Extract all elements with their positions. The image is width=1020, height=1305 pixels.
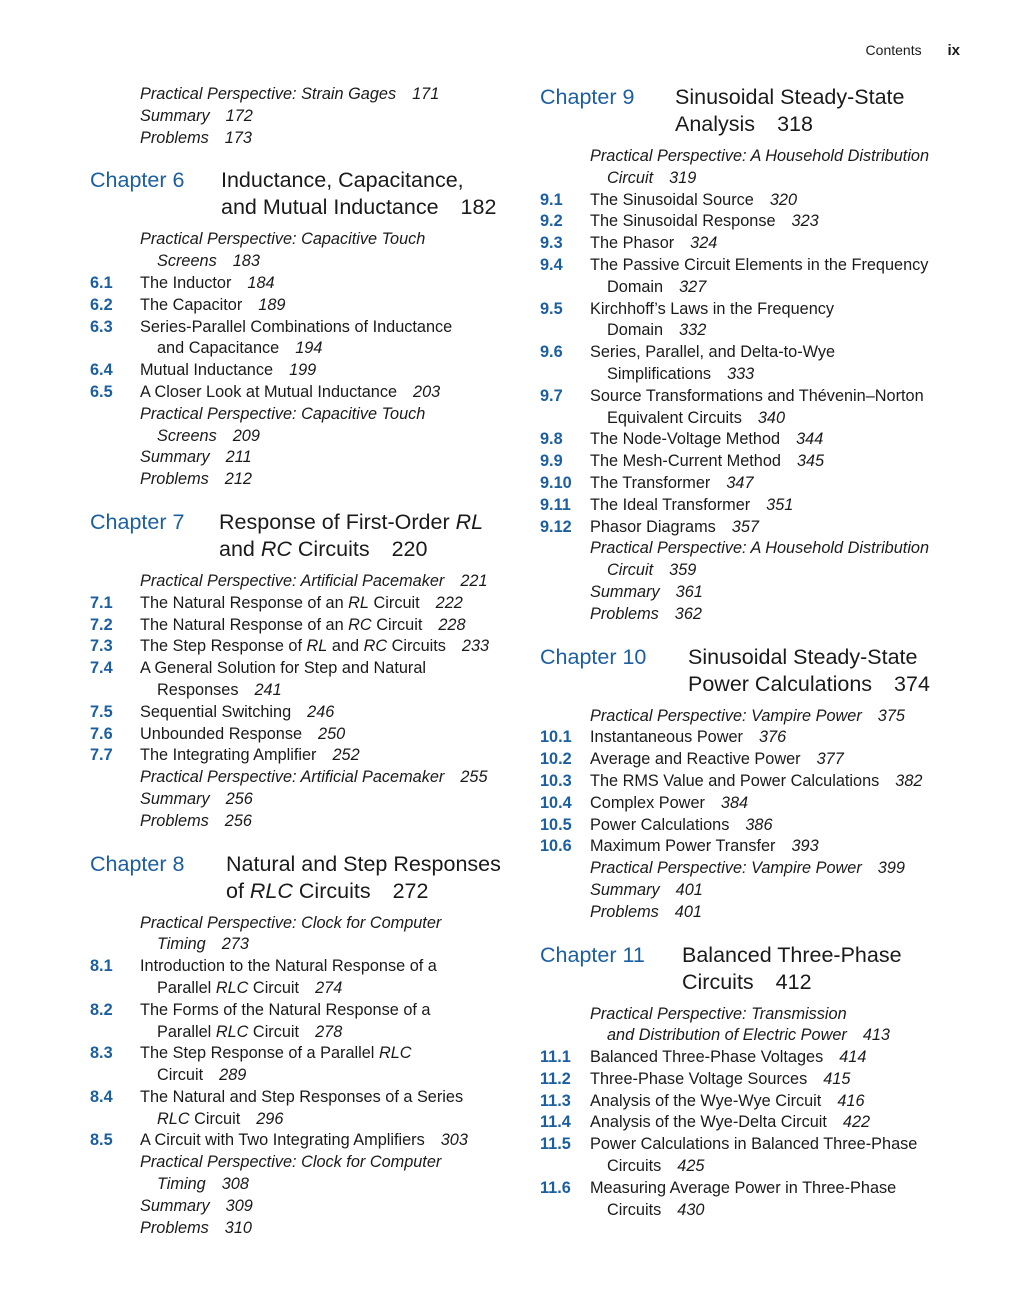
section-entry[interactable] [540, 451, 980, 473]
section-entry[interactable] [540, 299, 980, 343]
section-entry[interactable] [90, 724, 520, 746]
toc-entry[interactable] [540, 582, 980, 604]
section-number: 10.6 [540, 837, 572, 856]
toc-entry[interactable] [90, 128, 520, 150]
entry-page: 233 [461, 637, 490, 656]
entry-title: Practical Perspective: A Household Distribution Circuit 319 [590, 147, 930, 187]
section-entry[interactable] [540, 727, 980, 749]
entry-page: 222 [435, 593, 463, 612]
entry-page: 415 [823, 1069, 851, 1088]
entry-page: 171 [412, 85, 440, 103]
section-entry[interactable] [540, 749, 980, 771]
section-number: 11.3 [540, 1091, 571, 1110]
section-number: 10.1 [540, 728, 572, 747]
entry-title: Practical Perspective: Clock for Computer Timing 273 [140, 913, 442, 954]
entry-page: 310 [224, 1218, 252, 1237]
toc-entry[interactable] [90, 571, 520, 593]
section-entry[interactable] [540, 429, 980, 451]
section-number: 11.4 [540, 1113, 571, 1132]
section-number: 10.5 [540, 815, 572, 834]
entry-title: Kirchhoff’s Laws in the Frequency Domain 332 [590, 299, 835, 340]
section-entry[interactable] [540, 793, 980, 815]
section-entry[interactable] [90, 745, 520, 767]
entry-title: Mutual Inductance 199 [140, 361, 317, 380]
chapter-title: Response of First-Order RL and RC Circuits 220 [219, 509, 484, 561]
entry-title: The Inductor 184 [140, 273, 275, 292]
toc-entry[interactable] [540, 604, 980, 626]
entry-page: 401 [675, 880, 703, 899]
entry-title: Practical Perspective: Artificial Pacemaker 221 [140, 571, 488, 590]
entry-title: Series, Parallel, and Delta-to-Wye Simplifications 333 [590, 343, 836, 383]
toc-entry[interactable] [90, 1218, 520, 1240]
entry-page: 184 [247, 273, 275, 292]
entry-title: The Transformer 347 [590, 473, 754, 492]
section-entry[interactable] [540, 495, 980, 517]
entry-page: 323 [791, 212, 819, 231]
section-entry[interactable] [540, 473, 980, 495]
entry-page: 319 [669, 168, 697, 187]
toc-entry[interactable] [540, 880, 980, 902]
toc-column-left [90, 84, 520, 1239]
entry-title: Practical Perspective: Capacitive Touch Screens 209 [140, 404, 426, 445]
entry-page: 278 [315, 1022, 343, 1041]
entry-page: 296 [256, 1109, 284, 1128]
entry-page: 384 [720, 793, 749, 812]
entry-page: 351 [766, 495, 794, 514]
entry-page: 303 [440, 1131, 468, 1150]
entry-title: Measuring Average Power in Three-Phase Circuits 430 [590, 1178, 897, 1219]
entry-title: Source Transformations and Thévenin–Norton Equivalent Circuits 340 [590, 386, 924, 427]
toc-entry[interactable] [90, 106, 520, 128]
entry-page: 430 [677, 1200, 705, 1219]
toc-entry[interactable] [90, 767, 520, 789]
entry-page: 357 [731, 517, 759, 536]
section-entry[interactable] [90, 295, 520, 317]
entry-title: Summary 211 [140, 448, 252, 467]
entry-title: Summary 309 [140, 1196, 253, 1215]
section-number: 11.1 [540, 1048, 571, 1067]
entry-title: Practical Perspective: Transmission and Distribution of Electric Power 413 [590, 1004, 890, 1045]
section-number: 8.5 [90, 1131, 113, 1150]
section-number: 9.4 [540, 255, 563, 274]
entry-page: 189 [258, 295, 286, 314]
toc-entry[interactable] [90, 447, 520, 469]
section-number: 10.3 [540, 771, 572, 790]
entry-page: 212 [224, 470, 252, 489]
section-number: 7.1 [90, 593, 113, 612]
section-entry[interactable] [90, 1087, 520, 1131]
entry-title: Practical Perspective: Capacitive Touch Screens 183 [140, 230, 426, 271]
entry-title: Problems 401 [590, 902, 702, 921]
chapter-heading[interactable] [90, 509, 520, 563]
entry-page: 209 [232, 426, 260, 445]
entry-page: 252 [332, 746, 360, 765]
section-number: 9.7 [540, 386, 563, 405]
entry-page: 344 [796, 430, 824, 449]
entry-page: 320 [769, 190, 797, 209]
entry-page: 183 [232, 252, 260, 271]
entry-title: Analysis of the Wye-Delta Circuit 422 [590, 1113, 871, 1132]
entry-title: Series-Parallel Combinations of Inductance and Capacitance 194 [140, 317, 453, 358]
entry-page: 289 [219, 1066, 247, 1085]
section-entry[interactable] [540, 1178, 980, 1222]
section-entry[interactable] [540, 342, 980, 386]
section-entry[interactable] [540, 1134, 980, 1178]
section-number: 7.4 [90, 659, 113, 678]
section-number: 9.12 [540, 517, 572, 536]
section-number: 9.9 [540, 452, 563, 471]
entry-page: 241 [254, 680, 282, 699]
entry-title: Problems 256 [140, 811, 252, 830]
entry-page: 393 [791, 837, 819, 856]
section-entry[interactable] [540, 211, 980, 233]
entry-title: A Circuit with Two Integrating Amplifiers 303 [140, 1131, 468, 1150]
entry-title: Practical Perspective: Vampire Power 399 [590, 859, 905, 878]
entry-page: 274 [315, 978, 343, 997]
chapter-number: Chapter 9 [540, 85, 635, 109]
chapter-heading[interactable] [90, 167, 520, 221]
entry-title: Problems 173 [140, 128, 252, 147]
section-entry[interactable] [540, 1069, 980, 1091]
running-head-section: Contents [865, 42, 922, 58]
section-number: 7.7 [90, 746, 113, 765]
entry-title: Phasor Diagrams 357 [590, 517, 759, 536]
section-number: 9.10 [540, 473, 572, 492]
entry-title: The Sinusoidal Response 323 [590, 212, 819, 231]
entry-title: The Step Response of a Parallel RLC Circuit 289 [140, 1044, 412, 1085]
chapter-page: 412 [775, 969, 812, 994]
entry-page: 399 [877, 859, 905, 878]
section-number: 6.5 [90, 382, 113, 401]
entry-page: 246 [307, 702, 335, 721]
chapter-title: Sinusoidal Steady-State Power Calculations 374 [688, 644, 930, 696]
entry-title: The Natural and Step Responses of a Series RLC Circuit 296 [140, 1087, 464, 1128]
section-number: 7.3 [90, 637, 113, 656]
toc-column-right [540, 84, 980, 1221]
entry-title: Problems 310 [140, 1218, 252, 1237]
entry-page: 256 [224, 811, 252, 830]
toc-entry[interactable] [90, 811, 520, 833]
section-entry[interactable] [540, 233, 980, 255]
toc-entry[interactable] [90, 404, 520, 448]
entry-page: 327 [679, 277, 707, 296]
chapter-page: 272 [392, 878, 429, 903]
entry-title: Problems 362 [590, 604, 702, 623]
toc-entry[interactable] [90, 469, 520, 491]
entry-title: Three-Phase Voltage Sources 415 [590, 1069, 851, 1088]
entry-title: The Integrating Amplifier 252 [140, 746, 360, 765]
entry-page: 375 [877, 706, 905, 725]
entry-title: The Phasor 324 [590, 234, 718, 253]
chapter-title: Natural and Step Responses of RLC Circuits 272 [226, 851, 501, 903]
toc-entry[interactable] [540, 858, 980, 880]
entry-page: 256 [225, 789, 253, 808]
section-entry[interactable] [90, 360, 520, 382]
entry-title: Practical Perspective: Clock for Computer Timing 308 [140, 1153, 442, 1194]
entry-page: 425 [677, 1157, 705, 1176]
entry-page: 416 [837, 1091, 865, 1110]
section-number: 9.8 [540, 430, 563, 449]
entry-page: 345 [796, 452, 825, 471]
chapter-page: 318 [777, 112, 813, 136]
toc-entry[interactable] [540, 1004, 980, 1048]
entry-page: 332 [679, 321, 707, 340]
chapter-page: 374 [894, 671, 930, 696]
entry-page: 228 [438, 615, 466, 634]
section-entry[interactable] [90, 702, 520, 724]
section-entry[interactable] [540, 836, 980, 858]
section-entry[interactable] [90, 1043, 520, 1087]
entry-title: The Forms of the Natural Response of a Parallel RLC Circuit 278 [140, 1000, 431, 1041]
toc-entry[interactable] [90, 789, 520, 811]
entry-title: A General Solution for Step and Natural Responses 241 [140, 659, 427, 699]
entry-title: Summary 256 [140, 789, 253, 808]
section-number: 9.3 [540, 234, 563, 253]
section-number: 10.2 [540, 750, 572, 769]
entry-title: Unbounded Response 250 [140, 724, 346, 743]
entry-page: 340 [757, 408, 786, 427]
section-number: 8.3 [90, 1044, 113, 1063]
section-entry[interactable] [90, 1000, 520, 1044]
entry-title: The Node-Voltage Method 344 [590, 430, 824, 449]
section-number: 9.11 [540, 495, 571, 514]
entry-title: Practical Perspective: A Household Distribution Circuit 359 [590, 539, 930, 580]
chapter-number: Chapter 10 [540, 644, 647, 669]
chapter-heading[interactable] [540, 644, 980, 698]
entry-page: 273 [221, 935, 249, 954]
section-number: 9.6 [540, 343, 563, 362]
chapter-number: Chapter 7 [90, 509, 185, 534]
section-number: 6.1 [90, 273, 113, 292]
entry-title: Sequential Switching 246 [140, 702, 335, 721]
section-entry[interactable] [90, 382, 520, 404]
section-number: 6.3 [90, 317, 113, 336]
chapter-number: Chapter 11 [540, 942, 645, 967]
section-number: 7.6 [90, 724, 113, 743]
entry-page: 250 [318, 724, 346, 743]
chapter-page: 220 [391, 536, 428, 561]
entry-page: 324 [690, 234, 718, 253]
section-entry[interactable] [540, 1091, 980, 1113]
section-number: 11.5 [540, 1135, 571, 1154]
section-number: 8.1 [90, 957, 113, 976]
section-number: 6.4 [90, 361, 113, 380]
chapter-title: Inductance, Capacitance, and Mutual Inductance 182 [221, 168, 497, 220]
entry-title: Instantaneous Power 376 [590, 728, 787, 747]
entry-page: 401 [674, 902, 702, 921]
section-number: 11.6 [540, 1178, 571, 1197]
entry-page: 347 [726, 473, 754, 492]
section-number: 8.2 [90, 1000, 113, 1019]
toc-entry[interactable] [90, 1152, 520, 1196]
section-entry[interactable] [540, 517, 980, 539]
entry-title: Practical Perspective: Artificial Pacemaker 255 [140, 768, 488, 787]
entry-title: Practical Perspective: Strain Gages 171 [140, 85, 440, 103]
entry-title: The Capacitor 189 [140, 295, 286, 314]
entry-page: 203 [413, 382, 441, 401]
section-number: 11.2 [540, 1069, 571, 1088]
entry-title: The RMS Value and Power Calculations 382 [590, 771, 923, 790]
entry-title: Practical Perspective: Vampire Power 375 [590, 706, 905, 725]
toc-entry[interactable] [540, 146, 980, 190]
entry-page: 173 [224, 128, 252, 147]
chapter-number: Chapter 8 [90, 851, 185, 876]
section-entry[interactable] [90, 1130, 520, 1152]
section-entry[interactable] [540, 1112, 980, 1134]
section-number: 7.5 [90, 702, 113, 721]
entry-page: 308 [221, 1175, 249, 1194]
toc-entry[interactable] [540, 902, 980, 924]
section-entry[interactable] [90, 317, 520, 361]
entry-page: 333 [727, 364, 755, 383]
entry-page: 199 [289, 361, 317, 380]
entry-title: Analysis of the Wye-Wye Circuit 416 [590, 1091, 865, 1110]
section-entry[interactable] [540, 771, 980, 793]
entry-page: 172 [225, 106, 253, 125]
entry-title: The Natural Response of an RL Circuit 222 [140, 593, 463, 612]
section-entry[interactable] [540, 386, 980, 430]
entry-page: 309 [225, 1196, 253, 1215]
entry-title: Power Calculations 386 [590, 815, 773, 834]
section-entry[interactable] [90, 636, 520, 658]
page-number: ix [947, 42, 960, 59]
chapter-heading[interactable] [90, 851, 520, 905]
entry-title: The Sinusoidal Source 320 [590, 190, 797, 209]
chapter-page: 182 [460, 195, 497, 220]
section-number: 6.2 [90, 295, 113, 314]
entry-title: Summary 401 [590, 880, 703, 899]
section-entry[interactable] [90, 956, 520, 1000]
chapter-heading[interactable] [540, 84, 980, 138]
entry-title: Introduction to the Natural Response of a Parallel RLC Circuit 274 [140, 957, 437, 997]
section-entry[interactable] [540, 190, 980, 212]
section-number: 10.4 [540, 793, 572, 812]
toc-entry[interactable] [90, 84, 520, 106]
entry-title: Power Calculations in Balanced Three-Phase Circuits 425 [590, 1135, 918, 1176]
entry-title: Problems 212 [140, 470, 252, 489]
entry-title: Balanced Three-Phase Voltages 414 [590, 1048, 867, 1067]
section-entry[interactable] [90, 658, 520, 702]
toc-entry[interactable] [540, 538, 980, 582]
entry-title: A Closer Look at Mutual Inductance 203 [140, 382, 441, 401]
entry-title: The Natural Response of an RC Circuit 228 [140, 615, 466, 634]
entry-title: Maximum Power Transfer 393 [590, 837, 819, 856]
section-number: 9.5 [540, 299, 563, 318]
toc-entry[interactable] [90, 1196, 520, 1218]
entry-page: 377 [816, 750, 844, 769]
toc-entry[interactable] [540, 706, 980, 728]
entry-page: 422 [842, 1113, 871, 1132]
section-entry[interactable] [90, 615, 520, 637]
entry-title: The Ideal Transformer 351 [590, 495, 794, 514]
entry-title: Average and Reactive Power 377 [590, 750, 844, 769]
section-number: 7.2 [90, 615, 113, 634]
section-entry[interactable] [540, 815, 980, 837]
entry-page: 211 [225, 448, 252, 467]
running-head [866, 42, 960, 59]
section-entry[interactable] [540, 1047, 980, 1069]
entry-title: Complex Power 384 [590, 793, 749, 812]
entry-page: 362 [674, 604, 702, 623]
section-entry[interactable] [90, 273, 520, 295]
entry-page: 221 [460, 571, 488, 590]
entry-title: Summary 172 [140, 106, 253, 125]
entry-page: 194 [295, 339, 323, 358]
entry-page: 413 [862, 1026, 890, 1045]
section-number: 8.4 [90, 1087, 113, 1106]
chapter-number: Chapter 6 [90, 168, 185, 193]
entry-page: 359 [669, 561, 697, 580]
chapter-title: Balanced Three-Phase Circuits 412 [682, 942, 902, 994]
section-entry[interactable] [90, 593, 520, 615]
chapter-title: Sinusoidal Steady-State Analysis 318 [675, 85, 905, 136]
entry-title: Summary 361 [590, 582, 703, 601]
entry-title: The Step Response of RL and RC Circuits 233 [140, 637, 490, 656]
entry-title: The Mesh-Current Method 345 [590, 452, 825, 471]
entry-title: The Passive Circuit Elements in the Frequency Domain 327 [590, 255, 929, 296]
entry-page: 382 [895, 771, 923, 790]
chapter-heading[interactable] [540, 942, 980, 996]
entry-page: 361 [675, 582, 703, 601]
entry-page: 255 [460, 768, 488, 787]
toc-entry[interactable] [90, 913, 520, 957]
entry-page: 386 [745, 815, 773, 834]
entry-page: 414 [839, 1048, 867, 1067]
toc-entry[interactable] [90, 229, 520, 273]
entry-page: 376 [758, 728, 787, 747]
section-entry[interactable] [540, 255, 980, 299]
section-number: 9.1 [540, 190, 563, 209]
section-number: 9.2 [540, 212, 563, 231]
